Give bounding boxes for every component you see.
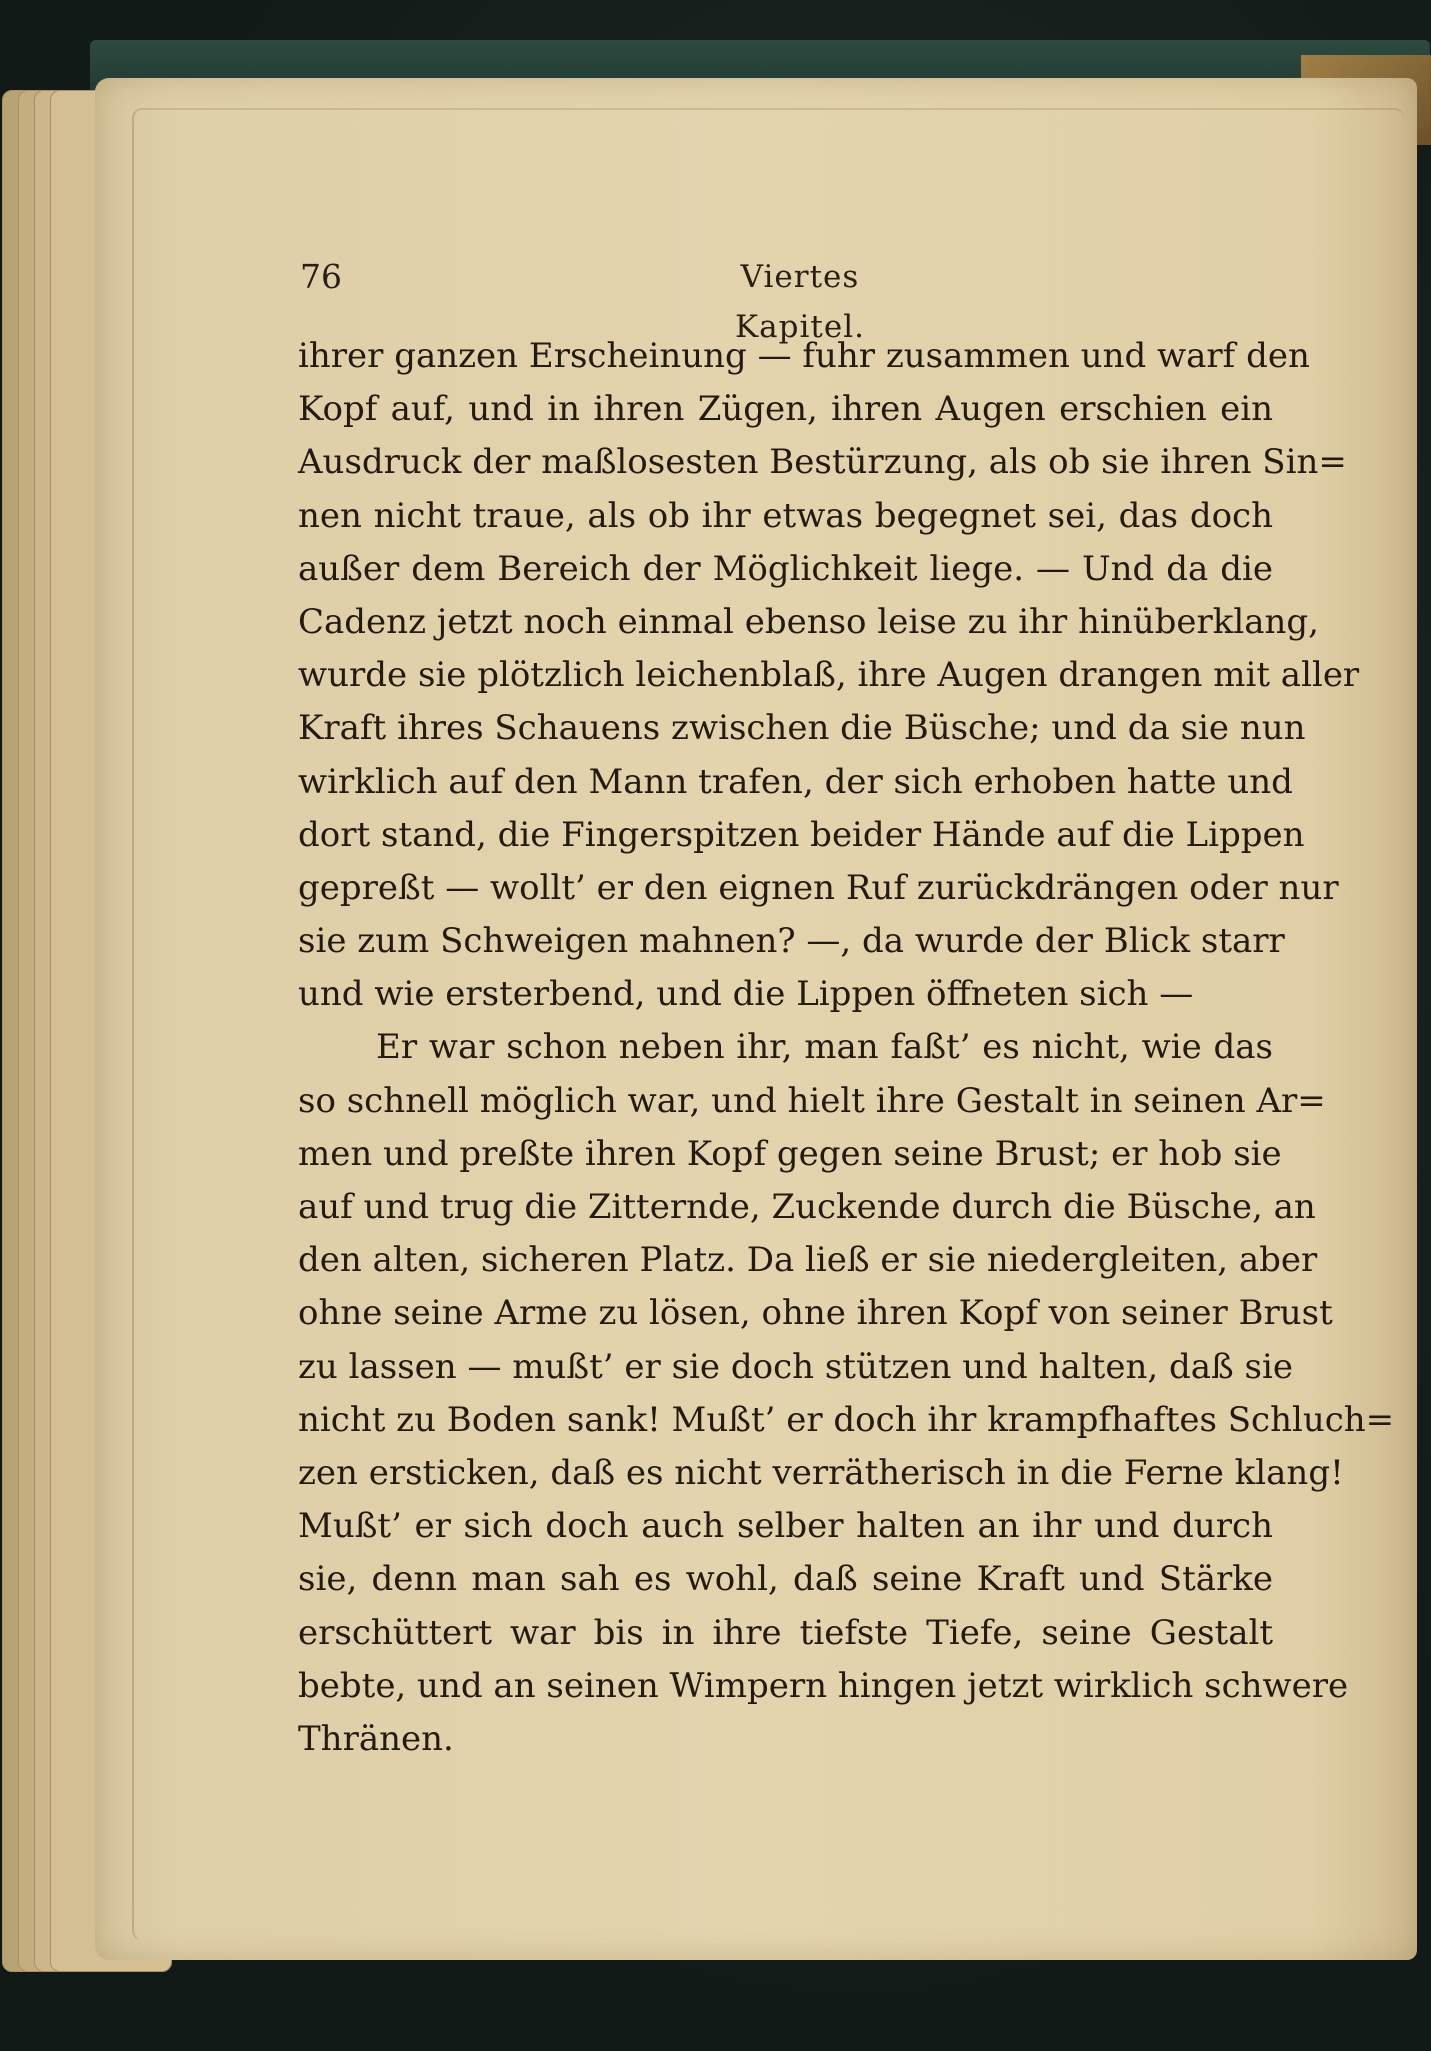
body-text: [298, 330, 1395, 1766]
page-header: [300, 252, 1270, 345]
text-line: men und preßte ihren Kopf gegen seine Brust; er hob sie: [298, 1133, 1282, 1174]
text-line: nen nicht traue, als ob ihr etwas begegnet sei, das doch: [298, 495, 1273, 536]
text-line: sie zum Schweigen mahnen? —, da wurde der Blick starr: [298, 921, 1285, 962]
running-head: Viertes Kapitel.: [735, 259, 865, 345]
text-line: bebte, und an seinen Wimpern hingen jetzt wirklich schwere: [298, 1665, 1349, 1706]
text-line: wurde sie plötzlich leichenblaß, ihre Augen drangen mit aller: [298, 655, 1360, 696]
text-line: Kraft ihres Schauens zwischen die Büsche; und da sie nun: [298, 708, 1306, 749]
text-line: Ausdruck der maßlosesten Bestürzung, als ob sie ihren Sin=: [298, 442, 1347, 483]
paragraph: [298, 330, 1360, 1021]
text-line: Thränen.: [298, 1718, 454, 1759]
text-line: und wie ersterbend, und die Lippen öffneten sich —: [298, 974, 1194, 1015]
text-line: sie, denn man sah es wohl, daß seine Kraft und Stärke: [298, 1559, 1273, 1600]
text-line: gepreßt — wollt’ er den eignen Ruf zurückdrängen oder nur: [298, 867, 1339, 908]
paragraph: [298, 1021, 1395, 1766]
text-line: Cadenz jetzt noch einmal ebenso leise zu ihr hinüberklang,: [298, 601, 1319, 642]
text-line: dort stand, die Fingerspitzen beider Hände auf die Lippen: [298, 814, 1305, 855]
text-line: zu lassen — mußt’ er sie doch stützen und halten, daß sie: [298, 1346, 1293, 1387]
text-line: den alten, sicheren Platz. Da ließ er sie niedergleiten, aber: [298, 1240, 1318, 1281]
text-line: nicht zu Boden sank! Mußt’ er doch ihr krampfhaftes Schluch=: [298, 1399, 1395, 1440]
text-line: Kopf auf, und in ihren Zügen, ihren Augen erschien ein: [298, 389, 1273, 430]
text-line: Mußt’ er sich doch auch selber halten an ihr und durch: [298, 1506, 1273, 1547]
page-number: 76: [300, 257, 342, 296]
text-line: wirklich auf den Mann trafen, der sich erhoben hatte und: [298, 761, 1293, 802]
text-line: erschüttert war bis in ihre tiefste Tiefe, seine Gestalt: [298, 1612, 1273, 1653]
text-line: ihrer ganzen Erscheinung — fuhr zusammen und warf den: [298, 336, 1310, 376]
text-line: außer dem Bereich der Möglichkeit liege. — Und da die: [298, 548, 1273, 589]
text-line: zen ersticken, daß es nicht verrätherisch in die Ferne klang!: [298, 1452, 1344, 1493]
text-line: ohne seine Arme zu lösen, ohne ihren Kopf von seiner Brust: [298, 1293, 1333, 1334]
text-line: Er war schon neben ihr, man faßt’ es nicht, wie das: [376, 1027, 1273, 1068]
text-line: auf und trug die Zitternde, Zuckende durch die Büsche, an: [298, 1187, 1316, 1227]
text-line: so schnell möglich war, und hielt ihre Gestalt in seinen Ar=: [298, 1080, 1326, 1121]
